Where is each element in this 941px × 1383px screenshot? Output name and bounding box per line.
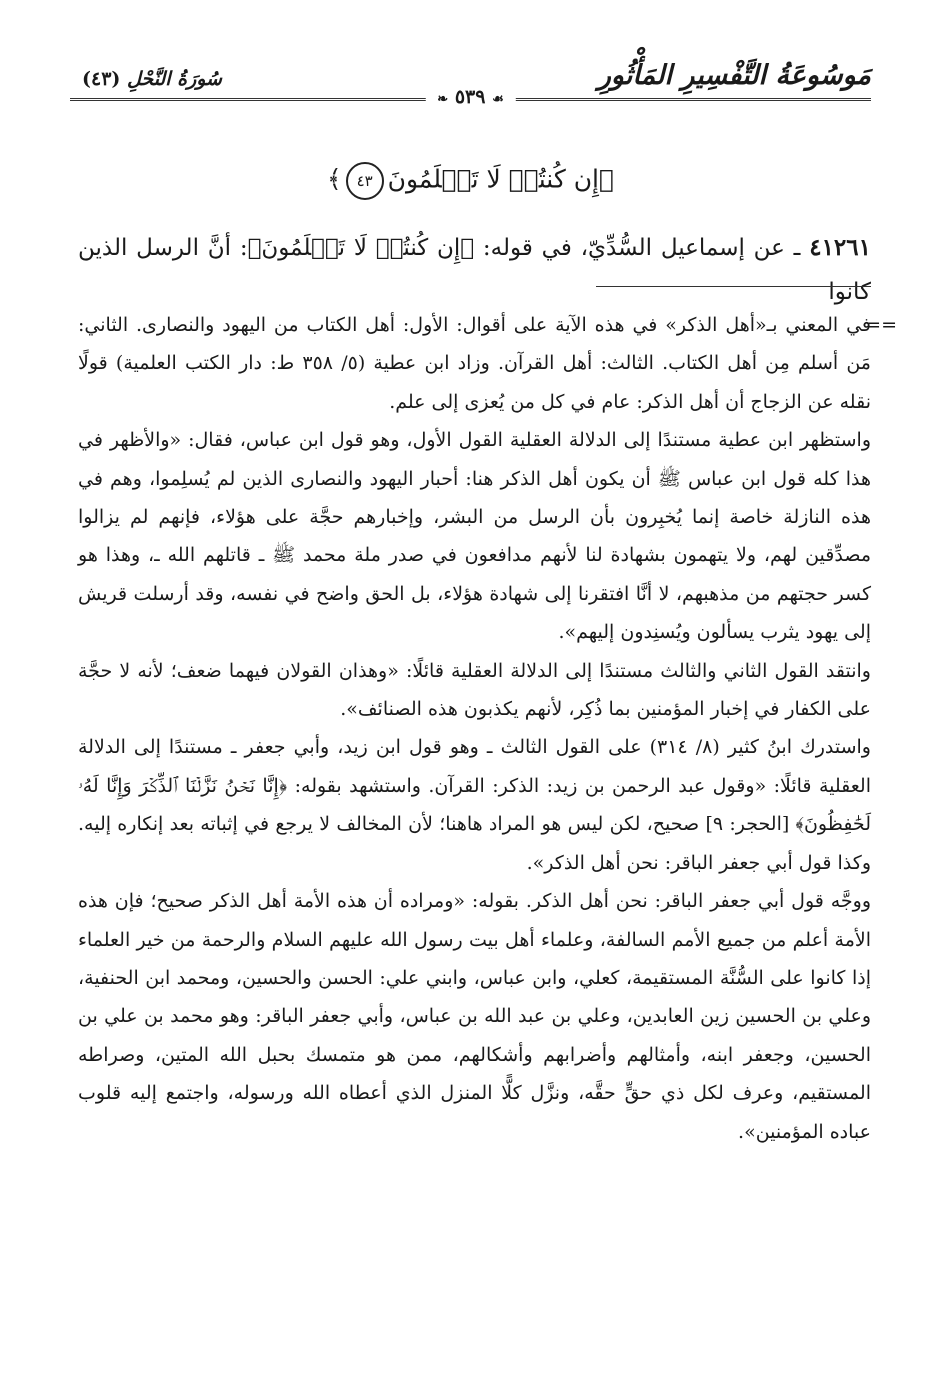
entry-text: ـ عن إسماعيل السُّدِّيّ، في قوله: ﴿إِن كُنتُمۡ لَا تَعۡلَمُونَ﴾: أنَّ الرسل الذين كانوا	[78, 235, 871, 305]
book-title: مَوسُوعَةُ التَّفْسِيرِ المَأْثُورِ	[597, 60, 871, 91]
continuation-mark: ==	[865, 314, 897, 336]
footnote-paragraph: واستدرك ابنُ كثير (٨/ ٣١٤) على القول الثالث ـ وهو قول ابن زيد، وأبي جعفر ـ مستندًا إلى الدلالة العقلية قائلًا: «وقول عبد الرحمن بن زيد: الذكر: القرآن. واستشهد بقوله: ﴿إِنَّا نَحۡنُ نَزَّلۡنَا ٱلذِّكۡرَ وَإِنَّا لَهُۥ لَحَٰفِظُونَ﴾ [الحجر: ٩] صحيح، لكن ليس هو المراد هاهنا؛ لأن المخالف لا يرجع في إثباته بعد إنكاره إليه. وكذا قول أبي جعفر الباقر: نحن أهل الذكر».	[78, 736, 871, 874]
verse-close: ﴾	[326, 164, 342, 194]
main-entry	[78, 226, 871, 314]
footnote	[78, 306, 897, 1151]
verse-heading	[0, 162, 941, 200]
footnote-divider	[596, 286, 871, 287]
footnote-paragraph: واستظهر ابن عطية مستندًا إلى الدلالة العقلية القول الأول، وهو قول ابن عباس، فقال: «والأظهر في هذا كله قول ابن عباس ﷺ أن يكون أهل الذكر هنا: أحبار اليهود والنصارى الذين لم يُسلِموا، وهم في هذه النازلة خاصة إنما يُخبِرون بأن الرسل من البشر، وإخبارهم حجَّة على هؤلاء، فإنهم لم يزالوا مصدِّقين لهم، ولا يتهمون بشهادة لنا لأنهم مدافعون في صدر ملة محمد ﷺ ـ قاتلهم الله ـ، وهذا هو كسر حجتهم من مذهبهم، لا أنَّا افتقرنا إلى شهادة هؤلاء، بل الحق واضح في نفسه، وقد أرسلت قريش إلى يهود يثرب يسألون ويُسنِدون إليهم».	[78, 429, 871, 644]
ayah-reference: (٤٣)	[82, 68, 121, 90]
page-number: ٥٣٩	[454, 86, 486, 108]
verse-text: ﴿إِن كُنتُمۡ لَا تَعۡلَمُونَ	[387, 164, 615, 194]
ornament-icon: ❧	[437, 92, 449, 107]
page-number-block	[425, 86, 515, 108]
footnote-paragraph: وانتقد القول الثاني والثالث مستندًا إلى الدلالة العقلية قائلًا: «وهذان القولان فيهما ضعف؛ لأنه لا حجَّة على الكفار في إخبار المؤمنين بما ذُكِر، لأنهم يكذبون هذه الصنائف».	[78, 659, 871, 721]
ornament-icon: ☙	[492, 92, 504, 107]
ayah-number-medallion: ٤٣	[346, 162, 384, 200]
footnote-paragraph: في المعني بـ«أهل الذكر» في هذه الآية على أقوال: الأول: أهل الكتاب من اليهود والنصارى. الثاني: مَن أسلم مِن أهل الكتاب. الثالث: أهل القرآن. وزاد ابن عطية (٥/ ٣٥٨ ط: دار الكتب العلمية) قولًا نقله عن الزجاج أن أهل الذكر: عام في كل من يُعزى إلى علم.	[78, 314, 871, 413]
page-header	[70, 58, 871, 110]
sura-reference	[82, 68, 222, 90]
sura-name: سُورَةُ النَّحْلِ	[127, 68, 222, 90]
footnote-paragraph: ووجَّه قول أبي جعفر الباقر: نحن أهل الذكر. بقوله: «ومراده أن هذه الأمة أهل الذكر صحيح؛ فإن هذه الأمة أعلم من جميع الأمم السالفة، وعلماء أهل بيت رسول الله عليهم السلام والرحمة من خير العلماء إذا كانوا على السُّنَّة المستقيمة، كعلي، وابن عباس، وابني علي: الحسن والحسين، ومحمد ابن الحنفية، وعلي بن الحسين زين العابدين، وعلي بن عبد الله بن عباس، وأبي جعفر الباقر: وهو محمد بن علي بن الحسين، وجعفر ابنه، وأمثالهم وأضرابهم وأشكالهم، ممن هو متمسك بحبل الله المتين، وصراطه المستقيم، وعرف لكل ذي حقٍّ حقَّه، ونزَّل كلًّا المنزل الذي أعطاه الله ورسوله، واجتمع إليه قلوب عباده المؤمنين».	[78, 890, 871, 1143]
entry-number: ٤١٢٦١	[809, 234, 871, 261]
